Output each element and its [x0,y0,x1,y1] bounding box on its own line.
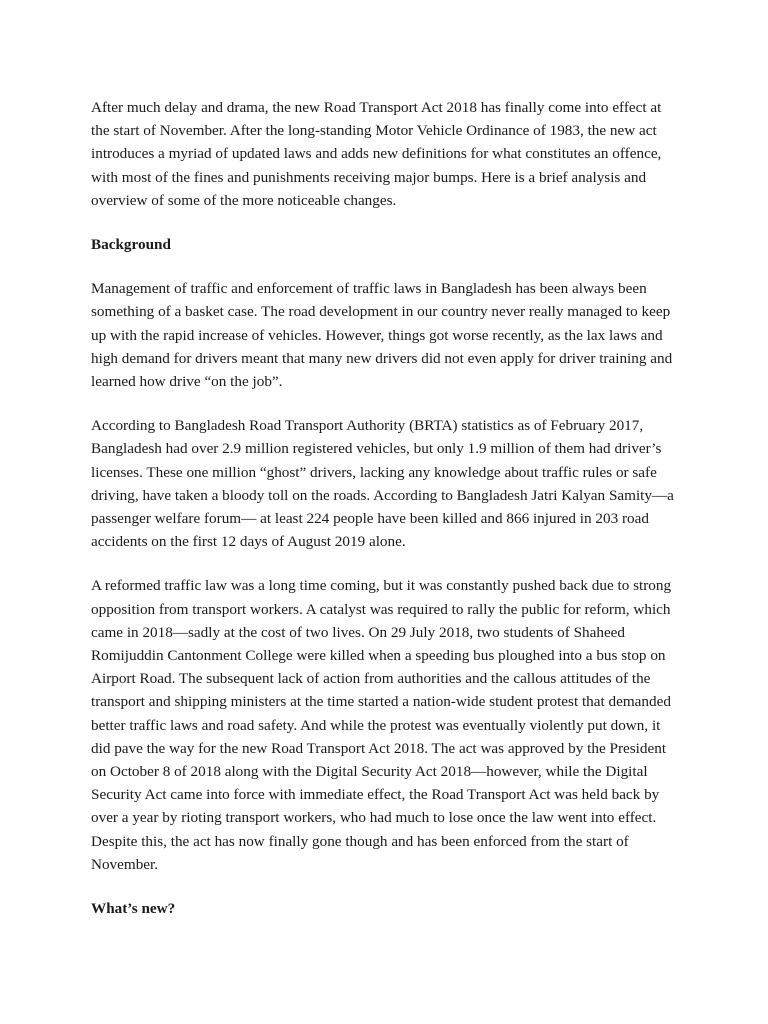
whats-new-heading: What’s new? [91,900,176,918]
intro-paragraph: After much delay and drama, the new Road Transport Act 2018 has finally come into effect at the start of November. After the long-standing Motor Vehicle Ordinance of 1983, the new act introduces a myriad of updated laws and adds new definitions for what constitutes an offence, with most of the fines and punishments receiving major bumps. Here is a brief analysis and overview of some of the more noticeable changes. [91,99,662,209]
background-heading: Background [91,236,171,254]
background-paragraph-3: A reformed traffic law was a long time coming, but it was constantly pushed back due to strong opposition from transport workers. A catalyst was required to rally the public for reform, which came in 2018—sadly at the cost of two lives. On 29 July 2018, two students of Shaheed Romijuddin Cantonment College were killed when a speeding bus ploughed into a bus stop on Airport Road. The subsequent lack of action from authorities and the callous attitudes of the transport and shipping ministers at the time started a nation-wide student protest that demanded better traffic laws and road safety. And while the protest was eventually violently put down, it did pave the way for the new Road Transport Act 2018. The act was approved by the President on October 8 of 2018 along with the Digital Security Act 2018—however, while the Digital Security Act came into force with immediate effect, the Road Transport Act was held back by over a year by rioting transport workers, who had much to lose once the law went into effect. Despite this, the act has now finally gone though and has been enforced from the start of November. [91,577,672,873]
document-body [91,96,681,941]
background-paragraph-1: Management of traffic and enforcement of traffic laws in Bangladesh has been always been something of a basket case. The road development in our country never really managed to keep up with the rapid increase of vehicles. However, things got worse recently, as the lax laws and high demand for drivers meant that many new drivers did not even apply for driver training and learned how drive “on the job”. [91,280,673,391]
background-paragraph-2: According to Bangladesh Road Transport Authority (BRTA) statistics as of February 2017, Bangladesh had over 2.9 million registered vehicles, but only 1.9 million of them had driver’s licenses. These one million “ghost” drivers, lacking any knowledge about traffic rules or safe driving, have taken a bloody toll on the roads. According to Bangladesh Jatri Kalyan Samity—a passenger welfare forum— at least 224 people have been killed and 866 injured in 203 road accidents on the first 12 days of August 2019 alone. [91,417,674,551]
